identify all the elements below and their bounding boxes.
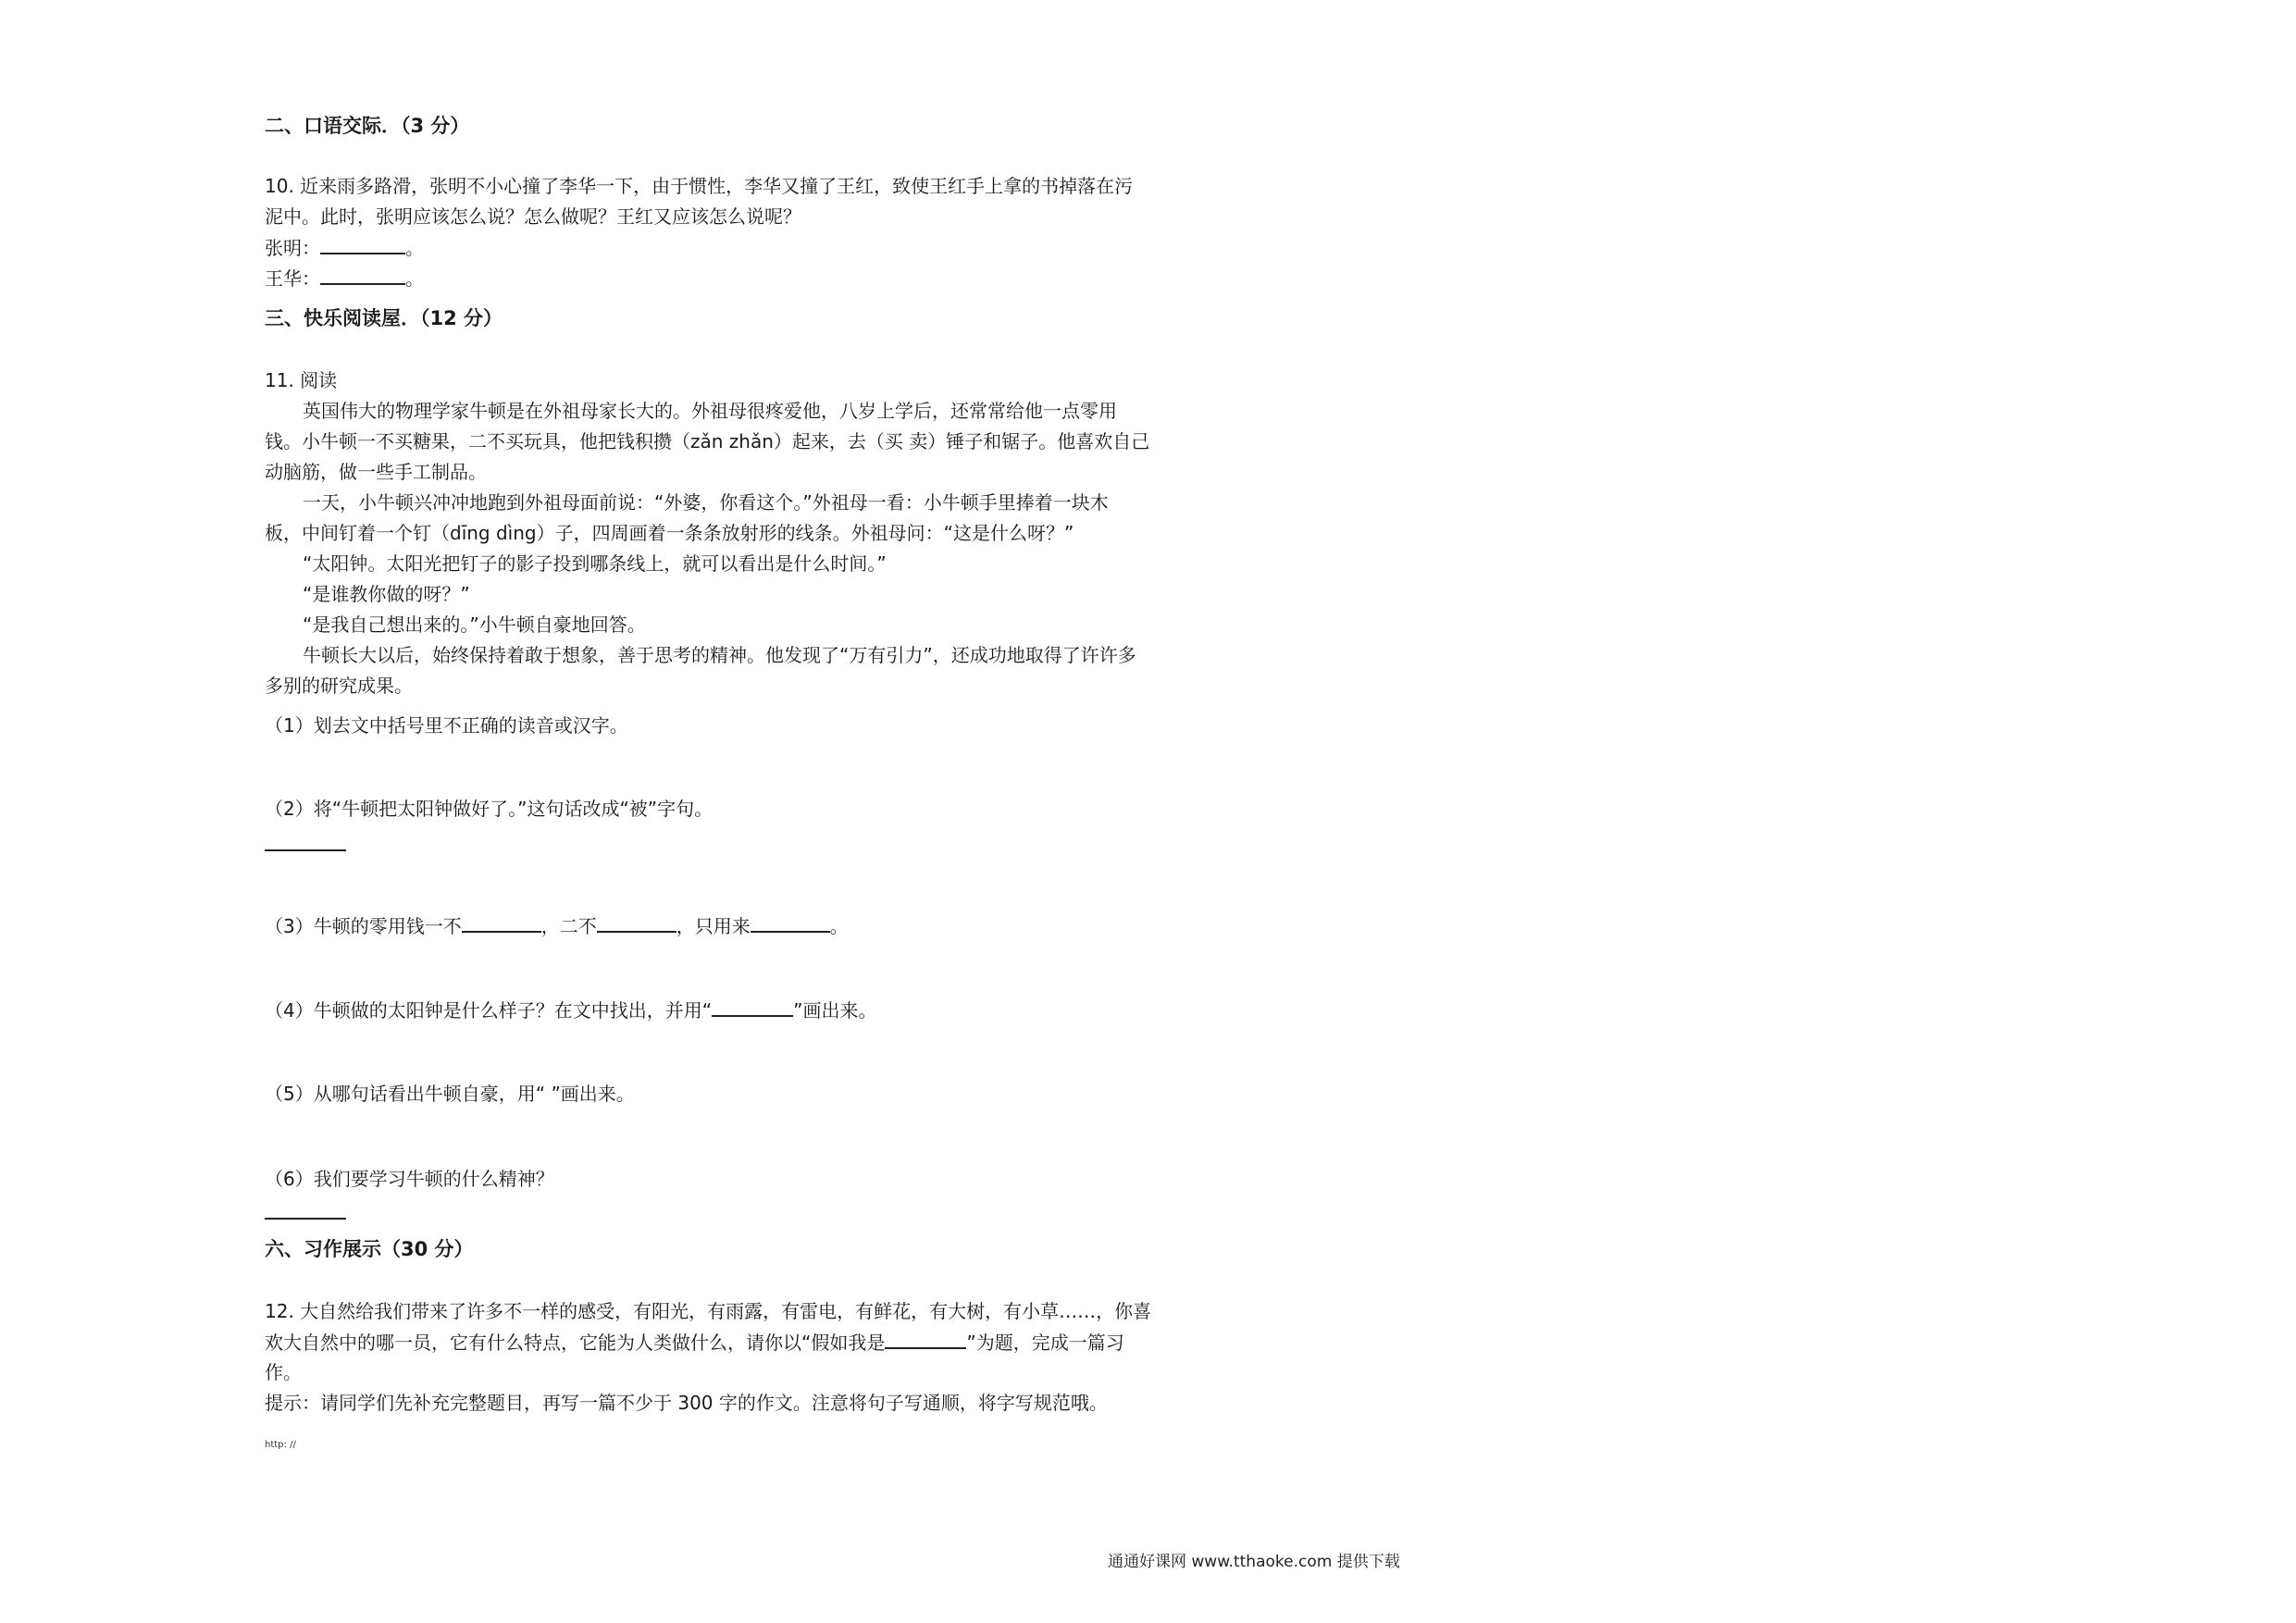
q11-sub-3-blank-1[interactable] (462, 914, 541, 933)
q12-line-1: 12. 大自然给我们带来了许多不一样的感受，有阳光，有雨露，有雷电，有鲜花，有大树，有小草……，你喜 (265, 1300, 1152, 1322)
q12-title-blank[interactable] (885, 1331, 966, 1349)
q11-sub-3-blank-3[interactable] (751, 914, 830, 933)
small-url-text: http: // (265, 1440, 296, 1450)
q11-sub-5: （5）从哪句话看出牛顿自豪，用“ ”画出来。 (265, 1083, 635, 1105)
q11-sub-6: （6）我们要学习牛顿的什么精神？ (265, 1168, 554, 1190)
q11-sub-3-blank-2[interactable] (597, 914, 676, 933)
q12-line-3: 作。 (265, 1361, 302, 1383)
q11-sub-3-part-d: 。 (829, 915, 849, 937)
q11-sub-2: （2）将“牛顿把太阳钟做好了。”这句话改成“被”字句。 (265, 798, 714, 820)
q10-line-1: 10. 近来雨多路滑，张明不小心撞了李华一下，由于惯性，李华又撞了王红，致使王红手上拿的书掉落在污 (265, 175, 1134, 197)
q12-line-2-part-b: ”为题，完成一篇习 (966, 1332, 1124, 1354)
q10-answer-a-blank[interactable] (320, 236, 405, 254)
q10-line-2: 泥中。此时，张明应该怎么说？怎么做呢？王红又应该怎么说呢？ (265, 205, 801, 228)
page-footer: 通通好课网 www.tthaoke.com 提供下载 (1108, 1553, 1400, 1571)
q11-sub-6-answer-line[interactable] (265, 1218, 346, 1220)
q11-passage-line-1: 英国伟大的物理学家牛顿是在外祖母家长大的。外祖母很疼爱他，八岁上学后，还常常给他一点零用 (303, 400, 1117, 422)
q12-hint: 提示：请同学们先补充完整题目，再写一篇不少于 300 字的作文。注意将句子写通顺，将字写规范哦。 (265, 1392, 1108, 1414)
q11-sub-3-part-b: ，二不 (540, 915, 597, 937)
q10-answer-a-label: 张明： (265, 237, 320, 259)
q10-answer-b-end: 。 (405, 267, 424, 290)
q11-sub-4-part-b: ”画出来。 (793, 999, 877, 1022)
q11-sub-1: （1）划去文中括号里不正确的读音或汉字。 (265, 714, 628, 737)
q10-answer-a (265, 236, 424, 259)
section-2-title: 二、口语交际．（3 分） (265, 115, 470, 137)
q10-answer-b (265, 266, 424, 290)
section-3-title: 三、快乐阅读屋．（12 分） (265, 307, 503, 329)
q11-passage-line-5: 板，中间钉着一个钉（dīng dìng）子，四周画着一条条放射形的线条。外祖母问：“这是什么呀？” (265, 522, 1074, 544)
q11-sub-3-part-a: （3）牛顿的零用钱一不 (265, 915, 462, 937)
q11-sub-4 (265, 998, 876, 1022)
q11-sub-4-blank[interactable] (712, 998, 793, 1017)
q11-sub-3-part-c: ，只用来 (676, 915, 751, 937)
q11-passage-line-4: 一天，小牛顿兴冲冲地跑到外祖母面前说：“外婆，你看这个。”外祖母一看：小牛顿手里捧着一块木 (303, 491, 1109, 514)
q11-passage-line-9: 牛顿长大以后，始终保持着敢于想象，善于思考的精神。他发现了“万有引力”，还成功地取得了许许多 (303, 644, 1136, 666)
q11-passage-line-8: “是我自己想出来的。”小牛顿自豪地回答。 (303, 613, 646, 636)
section-6-title: 六、习作展示（30 分） (265, 1238, 474, 1260)
q11-passage-line-7: “是谁教你做的呀？” (303, 583, 470, 605)
q11-sub-2-answer-line[interactable] (265, 849, 346, 851)
q11-passage-line-6: “太阳钟。太阳光把钉子的影子投到哪条线上，就可以看出是什么时间。” (303, 552, 887, 575)
q11-passage-line-10: 多别的研究成果。 (265, 675, 413, 697)
q11-passage-line-3: 动脑筋，做一些手工制品。 (265, 461, 487, 483)
q11-title: 11. 阅读 (265, 369, 338, 391)
q10-answer-a-end: 。 (405, 237, 424, 259)
q11-passage-line-2: 钱。小牛顿一不买糖果，二不买玩具，他把钱积攒（zǎn zhǎn）起来，去（买 卖）锤子和锯子。他喜欢自己 (265, 430, 1150, 452)
q10-answer-b-blank[interactable] (320, 266, 405, 285)
q11-sub-3 (265, 914, 849, 937)
q12-line-2 (265, 1331, 1124, 1354)
q10-answer-b-label: 王华： (265, 267, 320, 290)
q12-line-2-part-a: 欢大自然中的哪一员，它有什么特点，它能为人类做什么，请你以“假如我是 (265, 1332, 886, 1354)
q11-sub-4-part-a: （4）牛顿做的太阳钟是什么样子？在文中找出，并用“ (265, 999, 713, 1022)
